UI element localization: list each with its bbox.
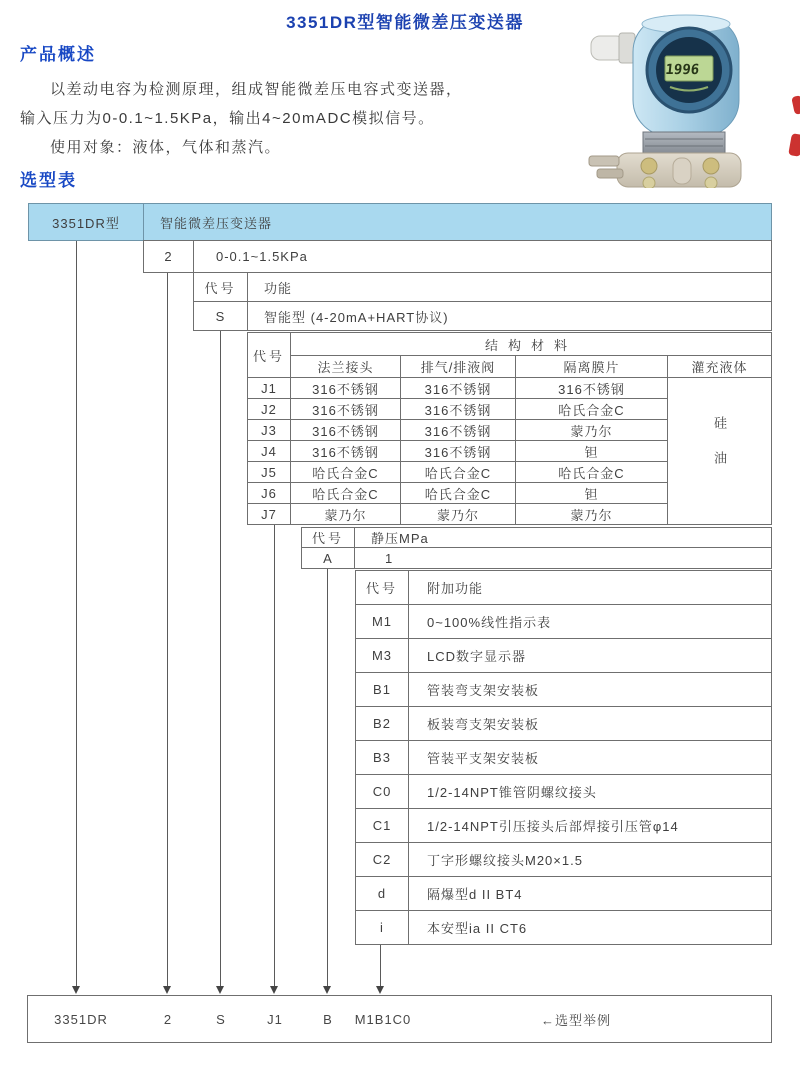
example-function: S: [216, 1011, 226, 1027]
function-row-code: S: [193, 301, 248, 331]
arrow-down-icon: [376, 986, 384, 994]
connector-line-materials: [274, 525, 275, 987]
additional-desc-header: 附加功能: [408, 570, 772, 605]
example-label: ←选型举例: [540, 1012, 612, 1028]
additional-row-desc: 0~100%线性指示表: [408, 604, 772, 639]
model-desc-cell: 智能微差压变送器: [143, 203, 772, 241]
materials-row-diaphragm: 钽: [515, 440, 668, 462]
overview-heading: 产品概述: [20, 45, 96, 64]
materials-row-flange: 316不锈钢: [290, 440, 401, 462]
example-model: 3351DR: [54, 1011, 108, 1027]
additional-row-code: C2: [355, 842, 409, 877]
materials-row-flange: 蒙乃尔: [290, 503, 401, 525]
flange-bolt: [703, 158, 719, 174]
side-fitting: [597, 169, 623, 178]
materials-row-flange: 316不锈钢: [290, 398, 401, 420]
materials-row-diaphragm: 哈氏合金C: [515, 398, 668, 420]
additional-row-desc: 1/2-14NPT锥管阴螺纹接头: [408, 774, 772, 809]
materials-fill-liquid-cell: 硅油: [667, 377, 772, 525]
materials-row-code: J2: [247, 398, 291, 420]
materials-row-code: J7: [247, 503, 291, 525]
additional-row-desc: LCD数字显示器: [408, 638, 772, 673]
red-edge-mark: [791, 95, 800, 115]
additional-row-code: M3: [355, 638, 409, 673]
additional-code-header: 代号: [355, 570, 409, 605]
static-row-code: A: [301, 547, 355, 569]
materials-col-flange: 法兰接头: [290, 355, 401, 378]
materials-row-vent-valve: 316不锈钢: [400, 419, 516, 441]
materials-row-flange: 316不锈钢: [290, 419, 401, 441]
materials-row-code: J5: [247, 461, 291, 483]
overview-line-1: 以差动电容为检测原理，组成智能微差压电容式变送器，: [50, 81, 463, 98]
range-code-cell: 2: [143, 240, 194, 273]
materials-row-vent-valve: 蒙乃尔: [400, 503, 516, 525]
arrow-down-icon: [216, 986, 224, 994]
static-row-desc: 1: [354, 547, 772, 569]
page-title: 3351DR型智能微差压变送器: [286, 13, 524, 32]
function-code-header: 代号: [193, 272, 248, 302]
additional-row-code: C0: [355, 774, 409, 809]
materials-row-code: J6: [247, 482, 291, 504]
additional-row-code: i: [355, 910, 409, 945]
connector-line-model: [76, 241, 77, 987]
connector-line-additional: [380, 945, 381, 987]
materials-row-code: J1: [247, 377, 291, 399]
additional-row-code: M1: [355, 604, 409, 639]
additional-row-desc: 管装弯支架安装板: [408, 672, 772, 707]
connector-line-function: [220, 331, 221, 987]
materials-row-diaphragm: 316不锈钢: [515, 377, 668, 399]
materials-row-code: J4: [247, 440, 291, 462]
arrow-down-icon: [323, 986, 331, 994]
function-row-desc: 智能型 (4-20mA+HART协议): [247, 301, 772, 331]
example-range: 2: [163, 1011, 173, 1027]
example-additional: M1B1C0: [354, 1011, 412, 1027]
connector-line-static: [327, 569, 328, 987]
materials-row-code: J3: [247, 419, 291, 441]
static-desc-header: 静压MPa: [354, 527, 772, 548]
flange-bolt: [643, 177, 655, 188]
lcd-display-text: 1996: [664, 62, 700, 78]
overview-line-2: 输入压力为0-0.1~1.5KPa，输出4~20mADC模拟信号。: [20, 110, 435, 127]
arrow-down-icon: [163, 986, 171, 994]
model-code-cell: 3351DR型: [28, 203, 144, 241]
connector-line-range: [167, 273, 168, 987]
materials-row-vent-valve: 哈氏合金C: [400, 461, 516, 483]
materials-row-flange: 哈氏合金C: [290, 461, 401, 483]
range-desc-cell: 0-0.1~1.5KPa: [193, 240, 772, 273]
red-edge-mark: [788, 133, 800, 157]
flange-center-rib: [673, 158, 691, 184]
example-materials: J1: [267, 1011, 283, 1027]
materials-row-diaphragm: 蒙乃尔: [515, 503, 668, 525]
materials-row-diaphragm: 哈氏合金C: [515, 461, 668, 483]
materials-row-vent-valve: 316不锈钢: [400, 440, 516, 462]
materials-row-vent-valve: 316不锈钢: [400, 377, 516, 399]
additional-row-code: B3: [355, 740, 409, 775]
additional-row-code: d: [355, 876, 409, 911]
additional-row-code: C1: [355, 808, 409, 843]
materials-col-diaphragm: 隔离膜片: [515, 355, 668, 378]
selection-heading: 选型表: [20, 171, 77, 190]
additional-row-desc: 本安型ia II CT6: [408, 910, 772, 945]
arrow-down-icon: [72, 986, 80, 994]
additional-row-desc: 丁字形螺纹接头M20×1.5: [408, 842, 772, 877]
static-code-header: 代号: [301, 527, 355, 548]
additional-row-code: B1: [355, 672, 409, 707]
additional-row-desc: 管装平支架安装板: [408, 740, 772, 775]
function-desc-header: 功能: [247, 272, 772, 302]
materials-row-diaphragm: 蒙乃尔: [515, 419, 668, 441]
materials-group-header: 结构材料: [290, 332, 772, 356]
materials-code-header: 代号: [247, 332, 291, 378]
additional-row-desc: 1/2-14NPT引压接头后部焊接引压管φ14: [408, 808, 772, 843]
overview-line-3: 使用对象：液体，气体和蒸汽。: [50, 139, 282, 156]
materials-col-fill-liquid: 灌充液体: [667, 355, 772, 378]
additional-row-code: B2: [355, 706, 409, 741]
example-box: [27, 995, 772, 1043]
arrow-down-icon: [270, 986, 278, 994]
materials-row-vent-valve: 哈氏合金C: [400, 482, 516, 504]
materials-row-flange: 316不锈钢: [290, 377, 401, 399]
materials-row-vent-valve: 316不锈钢: [400, 398, 516, 420]
materials-col-vent-valve: 排气/排液阀: [400, 355, 516, 378]
additional-row-desc: 板装弯支架安装板: [408, 706, 772, 741]
example-static: B: [323, 1011, 333, 1027]
flange-bolt: [705, 177, 717, 188]
additional-row-desc: 隔爆型d II BT4: [408, 876, 772, 911]
flange-bolt: [641, 158, 657, 174]
materials-row-flange: 哈氏合金C: [290, 482, 401, 504]
materials-row-diaphragm: 钽: [515, 482, 668, 504]
